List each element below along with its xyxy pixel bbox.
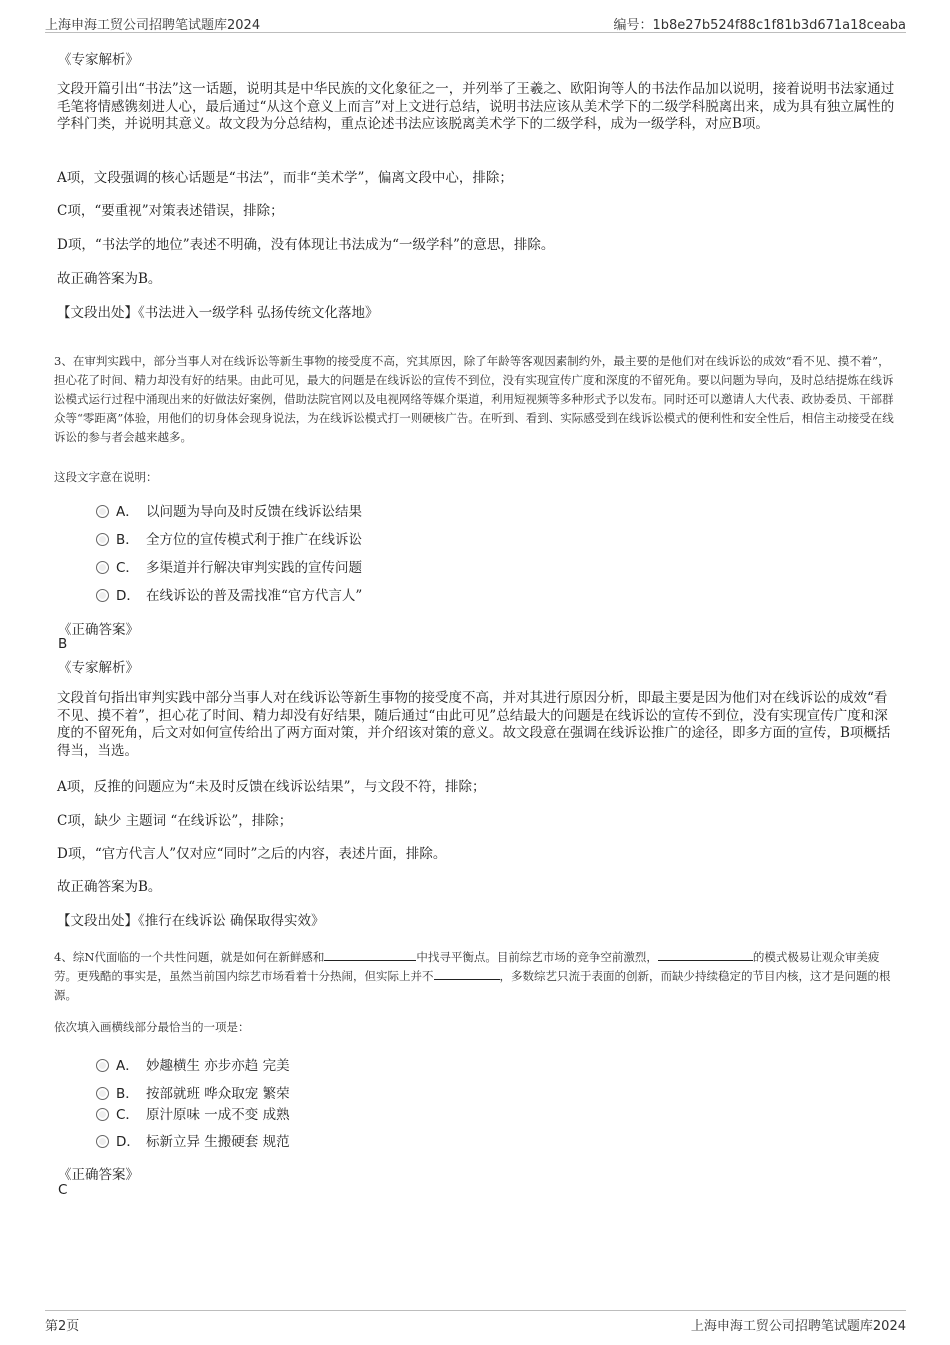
option-letter: A． <box>116 504 139 520</box>
q4-option-c[interactable] <box>96 1105 290 1125</box>
fill-blank-3 <box>434 967 500 980</box>
option-text: 以问题为导向及时反馈在线诉讼结果 <box>146 504 362 520</box>
q3-option-c[interactable] <box>96 558 362 578</box>
option-text: 妙趣横生 亦步亦趋 完美 <box>146 1058 290 1074</box>
correct-answer-value: B <box>58 636 68 652</box>
option-text: 在线诉讼的普及需找准“官方代言人” <box>146 588 363 604</box>
radio-icon[interactable] <box>96 589 109 602</box>
option-letter: D． <box>116 1134 140 1150</box>
stem-part: 的模式极易让观众审美疲劳。更残酷的事实是，虽然当前国内综艺市场看着十分热闹，但实际上并不 <box>54 950 880 983</box>
analysis-option-c: C项，缺少 主题词 “在线诉讼”，排除； <box>57 813 293 829</box>
option-letter: D． <box>116 588 140 604</box>
analysis-paragraph: 文段首句指出审判实践中部分当事人对在线诉讼等新生事物的接受度不高，并对其进行原因分析，即最主要是因为他们对在线诉讼的成效“看不见、摸不着”，担心花了时间、精力却没有好结果，随后通过“由此可见”总结最大的问题是在线诉讼的宣传不到位，没有实现宣传广度和深度的不留死角，后文对如何宣传给出了两方面对策，并介绍该对策的意义。故文段意在强调在线诉讼推广的途径，即多方面的宣传，B项概括得当，当选。 <box>57 690 891 759</box>
analysis-option-a: A项，反推的问题应为“未及时反馈在线诉讼结果”，与文段不符，排除； <box>57 779 486 795</box>
analysis-option-d: D项，“书法学的地位”表述不明确，没有体现让书法成为“一级学科”的意思，排除。 <box>57 237 555 253</box>
answer-conclusion: 故正确答案为B。 <box>57 271 162 287</box>
option-letter: C． <box>116 1107 139 1123</box>
radio-icon[interactable] <box>96 1135 109 1148</box>
radio-icon[interactable] <box>96 505 109 518</box>
radio-icon[interactable] <box>96 561 109 574</box>
fill-blank-2 <box>658 948 753 961</box>
page-header <box>45 12 906 33</box>
stem-part: 中找寻平衡点。目前综艺市场的竞争空前激烈， <box>416 950 658 964</box>
q3-option-b[interactable] <box>96 530 362 550</box>
q4-option-b[interactable] <box>96 1084 290 1104</box>
correct-answer-label: 《正确答案》 <box>58 1167 139 1183</box>
correct-answer-value: C <box>58 1182 68 1198</box>
fill-blank-1 <box>324 948 416 961</box>
header-title: 上海申海工贸公司招聘笔试题库2024 <box>45 18 261 33</box>
option-text: 多渠道并行解决审判实践的宣传问题 <box>146 560 362 576</box>
page-number: 第2页 <box>45 1319 80 1334</box>
analysis-option-c: C项，“要重视”对策表述错误，排除； <box>57 203 284 219</box>
question-4-stem <box>54 948 898 1005</box>
q4-option-a[interactable] <box>96 1056 290 1076</box>
option-text: 按部就班 哗众取宠 繁荣 <box>146 1086 290 1102</box>
page-footer <box>45 1310 906 1333</box>
expert-analysis-label: 《专家解析》 <box>58 52 139 68</box>
correct-answer-label: 《正确答案》 <box>58 622 139 638</box>
option-letter: A． <box>116 1058 139 1074</box>
option-letter: B． <box>116 532 139 548</box>
q3-option-a[interactable] <box>96 502 362 522</box>
header-serial: 编号：1b8e27b524f88c1f81b3d671a18ceaba <box>613 18 906 33</box>
answer-conclusion: 故正确答案为B。 <box>57 879 162 895</box>
option-text: 标新立异 生搬硬套 规范 <box>146 1134 290 1150</box>
radio-icon[interactable] <box>96 533 109 546</box>
passage-source: 【文段出处】《书法进入一级学科 弘扬传统文化落地》 <box>57 305 379 321</box>
question-3-prompt: 这段文字意在说明： <box>54 470 158 484</box>
analysis-paragraph: 文段开篇引出“书法”这一话题，说明其是中华民族的文化象征之一，并列举了王羲之、欧阳询等人的书法作品加以说明，接着说明书法家通过毛笔将情感镌刻进人心，最后通过“从这个意义上而言”对上文进行总结，说明书法应该从美术学下的二级学科脱离出来，成为具有独立属性的学科门类，并说明其意义。故文段为分总结构，重点论述书法应该脱离美术学下的二级学科，成为一级学科，对应B项。 <box>57 81 895 132</box>
q4-option-d[interactable] <box>96 1132 290 1152</box>
option-text: 原汁原味 一成不变 成熟 <box>146 1107 290 1123</box>
option-letter: C． <box>116 560 139 576</box>
expert-analysis-label: 《专家解析》 <box>58 660 139 676</box>
passage-source: 【文段出处】《推行在线诉讼 确保取得实效》 <box>57 913 325 929</box>
question-3-stem: 3、在审判实践中，部分当事人对在线诉讼等新生事物的接受度不高，究其原因，除了年龄等客观因素制约外，最主要的是他们对在线诉讼的成效“看不见、摸不着”，担心花了时间、精力却没有好的结果。由此可见，最大的问题是在线诉讼的宣传不到位，没有实现宣传广度和深度的不留死角。要以问题为导向，及时总结提炼在线诉讼模式运行过程中涌现出来的好做法好案例，借助法院官网以及电视网络等媒介渠道，利用短视频等多种形式予以发布。同时还可以邀请人大代表、政协委员、干部群众等“零距离”体验，用他们的切身体会现身说法，为在线诉讼模式打一则硬核广告。在听到、看到、实际感受到在线诉讼模式的便利性和安全性后，相信主动接受在线诉讼的参与者会越来越多。 <box>54 354 894 444</box>
radio-icon[interactable] <box>96 1108 109 1121</box>
q3-option-d[interactable] <box>96 586 362 606</box>
radio-icon[interactable] <box>96 1059 109 1072</box>
option-letter: B． <box>116 1086 139 1102</box>
footer-title: 上海申海工贸公司招聘笔试题库2024 <box>690 1319 906 1334</box>
stem-part: ，多数综艺只流于表面的创新，而缺少持续稳定的节目内核，这才是问题的根源。 <box>54 969 891 1002</box>
option-text: 全方位的宣传模式利于推广在线诉讼 <box>146 532 362 548</box>
question-4-prompt: 依次填入画横线部分最恰当的一项是： <box>54 1020 250 1034</box>
stem-part: 4、综N代面临的一个共性问题，就是如何在新鲜感和 <box>54 950 325 964</box>
radio-icon[interactable] <box>96 1087 109 1100</box>
analysis-option-d: D项，“官方代言人”仅对应“同时”之后的内容，表述片面，排除。 <box>57 846 447 862</box>
analysis-option-a: A项，文段强调的核心话题是“书法”，而非“美术学”，偏离文段中心，排除； <box>57 170 513 186</box>
